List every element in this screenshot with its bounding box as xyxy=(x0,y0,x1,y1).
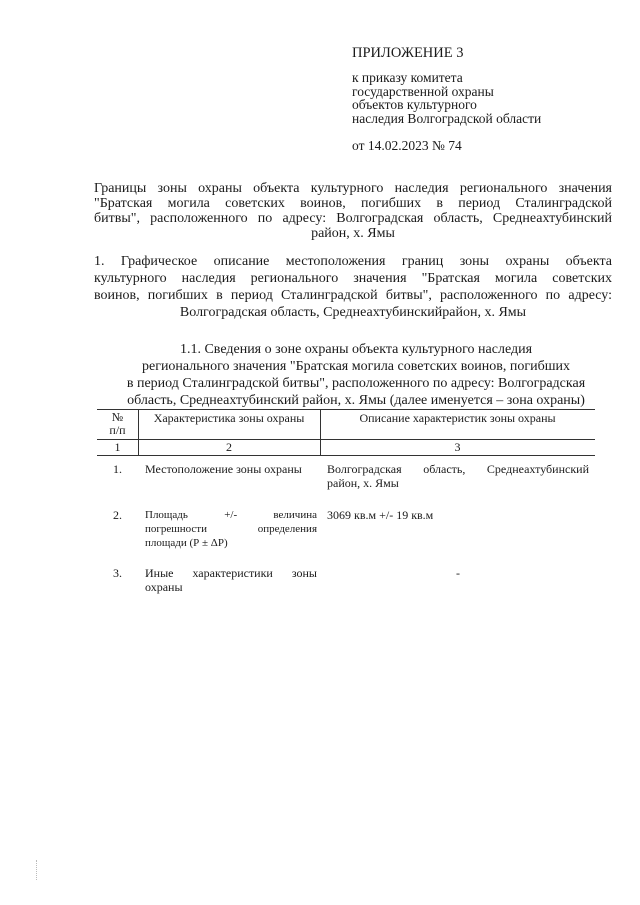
table-row-number: 3. xyxy=(113,566,122,580)
appendix-reference xyxy=(352,71,541,125)
section-1-1-line: регионального значения "Братская могила советских воинов, погибших xyxy=(141,359,571,374)
section-1-1-line: 1.1. Сведения о зоне охраны объекта культурного наследия xyxy=(179,342,533,357)
table-header-rule xyxy=(97,439,595,440)
header-number-line: п/п xyxy=(109,423,126,437)
table-cell-characteristic xyxy=(145,566,317,594)
column-number: 2 xyxy=(226,440,232,454)
order-date: от 14.02.2023 № 74 xyxy=(352,138,462,153)
table-cell-characteristic xyxy=(145,462,317,476)
cell-line: 3069 кв.м +/- 19 кв.м xyxy=(327,508,434,522)
appendix-title: ПРИЛОЖЕНИЕ 3 xyxy=(352,45,464,61)
header-number-line: № xyxy=(111,410,124,424)
title-line: Границы зоны охраны объекта культурного наследия регионального значения xyxy=(94,181,612,196)
cell-line: Площадь +/- величина xyxy=(145,509,317,521)
section-1-1-line: в период Сталинградской битвы", расположенного по адресу: Волгоградская xyxy=(126,376,586,391)
cell-line: охраны xyxy=(145,580,183,594)
table-cell-description xyxy=(327,566,589,580)
section-1-heading xyxy=(94,253,612,321)
appendix-line: наследия Волгоградской области xyxy=(352,110,542,126)
header-number xyxy=(97,411,138,437)
section-1-line: культурного наследия регионального значения "Братская могила советских xyxy=(94,271,612,286)
cell-line: - xyxy=(456,566,460,580)
header-characteristic: Характеристика зоны охраны xyxy=(153,411,305,425)
appendix-line: государственной охраны xyxy=(352,83,494,99)
cell-line: площади (Р ± ΔР) xyxy=(145,537,228,549)
appendix-line: к приказу комитета xyxy=(352,70,463,85)
appendix-line: объектов культурного xyxy=(352,97,477,112)
cell-line: район, х. Ямы xyxy=(327,476,399,490)
section-1-1-heading xyxy=(96,341,616,409)
table-top-rule xyxy=(97,409,595,410)
title-line: битвы", расположенного по адресу: Волгоградская область, Среднеахтубинский xyxy=(94,211,612,226)
title-line: район, х. Ямы xyxy=(311,226,395,241)
table-row-number: 1. xyxy=(113,462,122,476)
cell-line: Иные характеристики зоны xyxy=(145,566,317,580)
table-cell-characteristic xyxy=(145,508,317,550)
cell-line: погрешности определения xyxy=(145,523,317,535)
table-numbers-rule xyxy=(97,455,595,456)
column-number: 1 xyxy=(114,440,121,454)
section-1-1-line: область, Среднеахтубинский район, х. Ямы (далее именуется – зона охраны) xyxy=(127,393,585,408)
section-1-line: Волгоградская область, Среднеахтубинскийрайон, х. Ямы xyxy=(179,305,527,320)
cell-line: Волгоградская область, Среднеахтубинский xyxy=(327,462,589,476)
document-title xyxy=(94,181,612,241)
column-number: 3 xyxy=(454,440,461,454)
table-row-number: 2. xyxy=(113,508,122,522)
title-line: "Братская могила советских воинов, погибших в период Сталинградской xyxy=(94,196,612,211)
table-cell-description xyxy=(327,462,589,490)
section-1-line: 1. Графическое описание местоположения границ зоны охраны объекта xyxy=(94,254,612,269)
scan-margin-mark xyxy=(36,860,39,880)
header-description: Описание характеристик зоны охраны xyxy=(359,411,556,425)
section-1-line: воинов, погибших в период Сталинградской битвы", расположенного по адресу: xyxy=(94,288,612,303)
cell-line: Местоположение зоны охраны xyxy=(145,462,302,476)
table-cell-description xyxy=(327,508,589,522)
